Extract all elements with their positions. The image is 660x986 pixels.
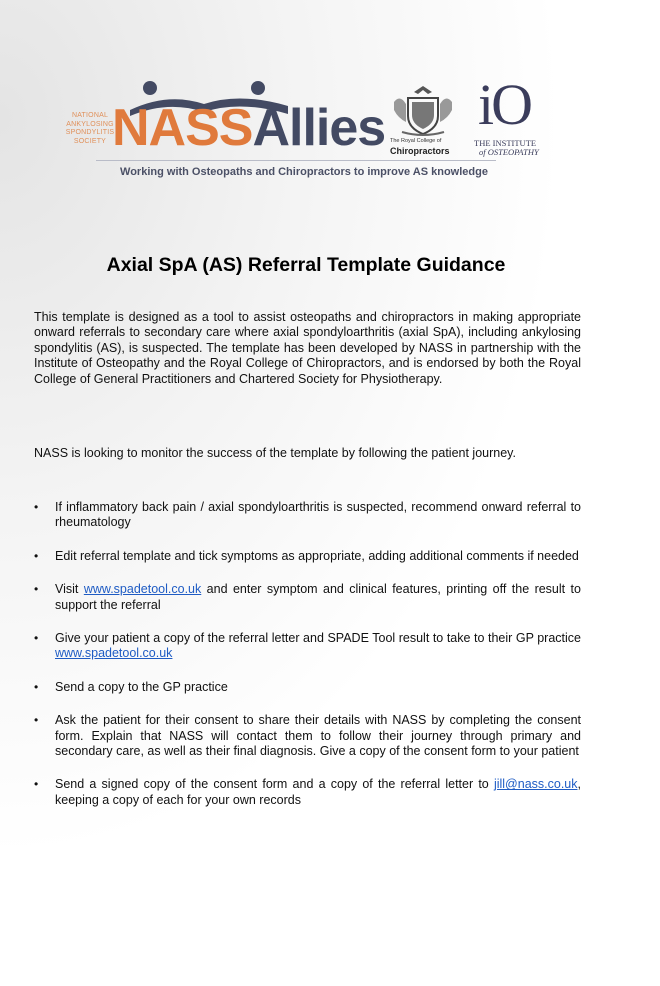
nass-allies-wordmark xyxy=(112,98,385,158)
logo-banner xyxy=(0,70,660,185)
list-item-text: Give your patient a copy of the referral letter and SPADE Tool result to take to their GP practice xyxy=(55,631,581,646)
list-item xyxy=(34,631,581,662)
io-name-line2: of OSTEOPATHY xyxy=(479,147,539,157)
list-item-text: If inflammatory back pain / axial spondyloarthritis is suspected, recommend onward referral to rheumatology xyxy=(55,500,581,530)
list-item-text: Ask the patient for their consent to share their details with NASS by completing the consent form. Explain that NASS will contact them to follow their journey through primary and secondary care, as well as their final diagnosis. Give a copy of the consent form to your patient xyxy=(55,713,581,759)
spadetool-link[interactable]: www.spadetool.co.uk xyxy=(55,646,173,661)
list-item xyxy=(34,500,581,531)
monitor-paragraph: NASS is looking to monitor the success of the template by following the patient journey. xyxy=(34,446,516,460)
list-item-text: and enter symptom and clinical features, printing off the result to support the referral xyxy=(55,582,581,612)
spadetool-link[interactable]: www.spadetool.co.uk xyxy=(83,582,202,597)
brand-nass: NASS xyxy=(112,99,253,157)
rcc-name: Chiropractors xyxy=(390,146,450,156)
society-line: NATIONAL xyxy=(71,112,109,119)
society-line: SOCIETY xyxy=(73,137,107,145)
guidance-list xyxy=(34,500,581,826)
list-item-text: Send a copy to the GP practice xyxy=(55,679,228,694)
io-logo: iO xyxy=(478,72,530,137)
tagline-divider xyxy=(96,160,496,161)
email-link[interactable]: jill@nass.co.uk xyxy=(493,777,578,792)
intro-paragraph: This template is designed as a tool to assist osteopaths and chiropractors in making appropriate onward referrals to secondary care where axial spondyloarthritis (axial SpA), including ankylosing spondylitis (AS), is suspected. The template has been developed by NASS in partnership with the Institute of Osteopathy and the Royal College of Chiropractors, and is endorsed by both the Royal College of General Practitioners and Chartered Society for Physiotherapy. xyxy=(34,310,581,386)
bullet-icon: • xyxy=(34,777,39,792)
bullet-icon: • xyxy=(34,582,39,597)
tagline: Working with Osteopaths and Chiropractors to improve AS knowledge xyxy=(120,166,488,178)
list-item-text: Send a signed copy of the consent form and a copy of the referral letter to xyxy=(55,777,494,792)
royal-college-crest-icon xyxy=(388,82,458,138)
io-name-line1: THE INSTITUTE xyxy=(474,138,537,148)
society-line: SPONDYLITIS xyxy=(65,129,115,136)
list-item xyxy=(34,680,581,695)
list-item-text: Visit xyxy=(55,582,84,597)
brand-allies: Allies xyxy=(252,99,386,157)
bullet-icon: • xyxy=(34,500,39,514)
list-item xyxy=(34,777,581,808)
bullet-icon: • xyxy=(34,631,39,646)
list-item xyxy=(34,582,581,613)
bullet-icon: • xyxy=(34,679,39,694)
society-line: ANKYLOSING xyxy=(66,120,114,128)
rcc-small-text: The Royal College of xyxy=(390,138,442,144)
list-item xyxy=(34,713,581,759)
list-item-text: Edit referral template and tick symptoms as appropriate, adding additional comments if needed xyxy=(55,548,579,563)
nass-society-text xyxy=(60,112,120,146)
list-item-text: , keeping a copy of each for your own records xyxy=(55,777,581,807)
bullet-icon: • xyxy=(34,713,39,728)
list-item xyxy=(34,549,581,564)
page-title: Axial SpA (AS) Referral Template Guidance xyxy=(106,254,506,276)
bullet-icon: • xyxy=(34,548,39,563)
